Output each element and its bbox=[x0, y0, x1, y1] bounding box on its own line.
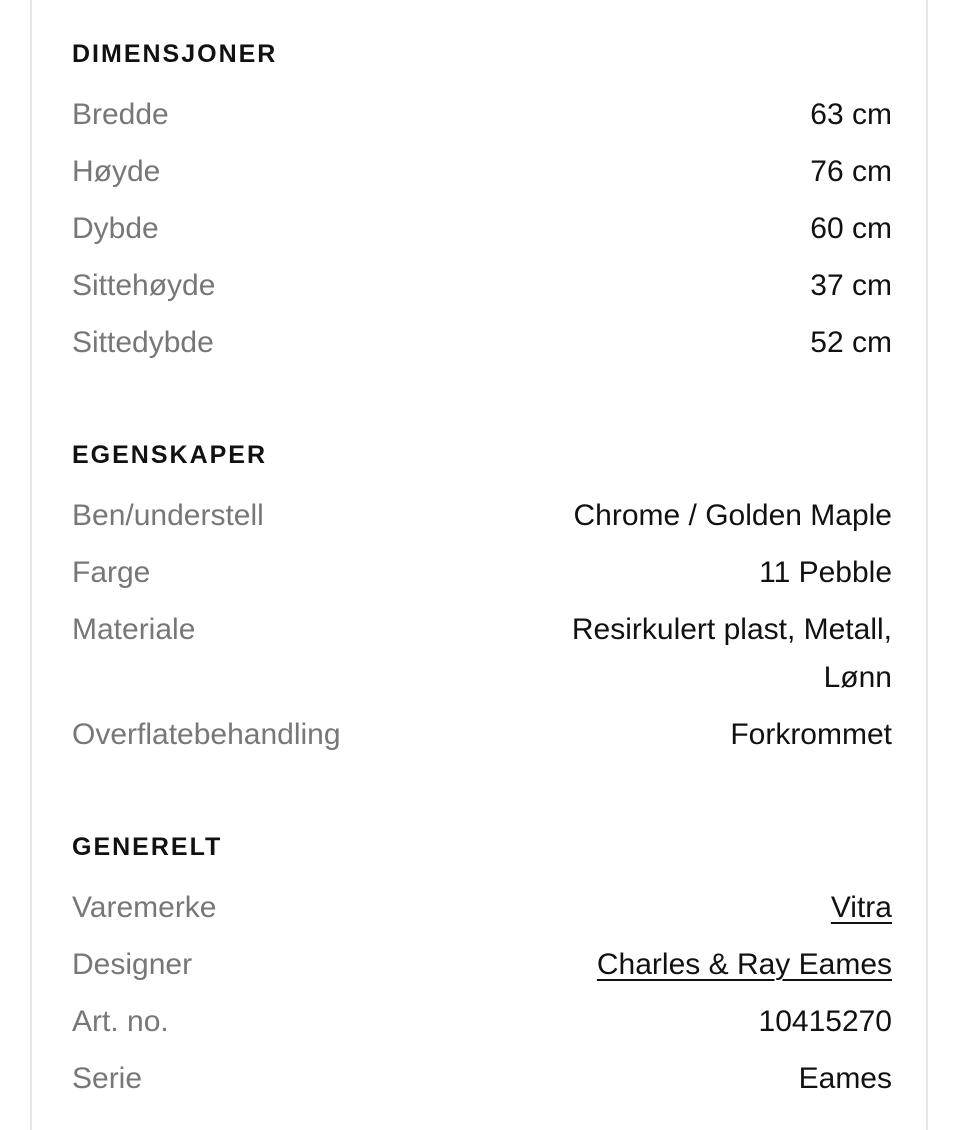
spec-label: Ben/understell bbox=[72, 499, 264, 532]
spec-row-finish bbox=[72, 711, 892, 759]
spec-value: Eames bbox=[798, 1062, 892, 1095]
dimensions-section bbox=[72, 34, 892, 376]
spec-value: 52 cm bbox=[810, 326, 892, 359]
spec-row-series bbox=[72, 1055, 892, 1103]
spec-row-article-number bbox=[72, 998, 892, 1046]
product-spec-card bbox=[30, 0, 928, 1130]
spec-row-height bbox=[72, 148, 892, 196]
spec-label: Serie bbox=[72, 1062, 143, 1095]
spec-row-designer bbox=[72, 941, 892, 989]
spec-row-color bbox=[72, 549, 892, 597]
general-section bbox=[72, 827, 892, 1112]
spec-row-seat-height bbox=[72, 262, 892, 310]
spec-row-seat-depth bbox=[72, 319, 892, 367]
section-title-properties: EGENSKAPER bbox=[72, 441, 268, 469]
spec-row-legs bbox=[72, 492, 892, 540]
spec-value: 60 cm bbox=[810, 212, 892, 245]
spec-label: Overflatebehandling bbox=[72, 718, 341, 751]
section-title-general: GENERELT bbox=[72, 833, 223, 861]
spec-row-material bbox=[72, 606, 892, 702]
brand-link[interactable]: Vitra bbox=[830, 891, 892, 924]
spec-label: Materiale bbox=[72, 613, 196, 646]
spec-value: 63 cm bbox=[810, 98, 892, 131]
properties-section bbox=[72, 435, 892, 768]
spec-label: Dybde bbox=[72, 212, 159, 245]
spec-label: Designer bbox=[72, 948, 193, 981]
spec-label: Art. no. bbox=[72, 1005, 169, 1038]
spec-value: Forkrommet bbox=[730, 718, 892, 751]
spec-label: Sittehøyde bbox=[72, 269, 216, 302]
spec-label: Varemerke bbox=[72, 891, 217, 924]
spec-row-brand bbox=[72, 884, 892, 932]
spec-value: 37 cm bbox=[810, 269, 892, 302]
designer-link[interactable]: Charles & Ray Eames bbox=[596, 948, 892, 981]
spec-row-depth bbox=[72, 205, 892, 253]
spec-value: 76 cm bbox=[810, 155, 892, 188]
section-title-dimensions: DIMENSJONER bbox=[72, 40, 278, 68]
spec-value: 10415270 bbox=[758, 1005, 892, 1038]
spec-label: Høyde bbox=[72, 155, 161, 188]
spec-value: Resirkulert plast, Metall, Lønn bbox=[571, 613, 892, 694]
spec-row-width bbox=[72, 91, 892, 139]
spec-label: Farge bbox=[72, 556, 151, 589]
spec-label: Bredde bbox=[72, 98, 169, 131]
spec-value: 11 Pebble bbox=[759, 556, 892, 589]
spec-label: Sittedybde bbox=[72, 326, 214, 359]
spec-value: Chrome / Golden Maple bbox=[573, 499, 892, 532]
